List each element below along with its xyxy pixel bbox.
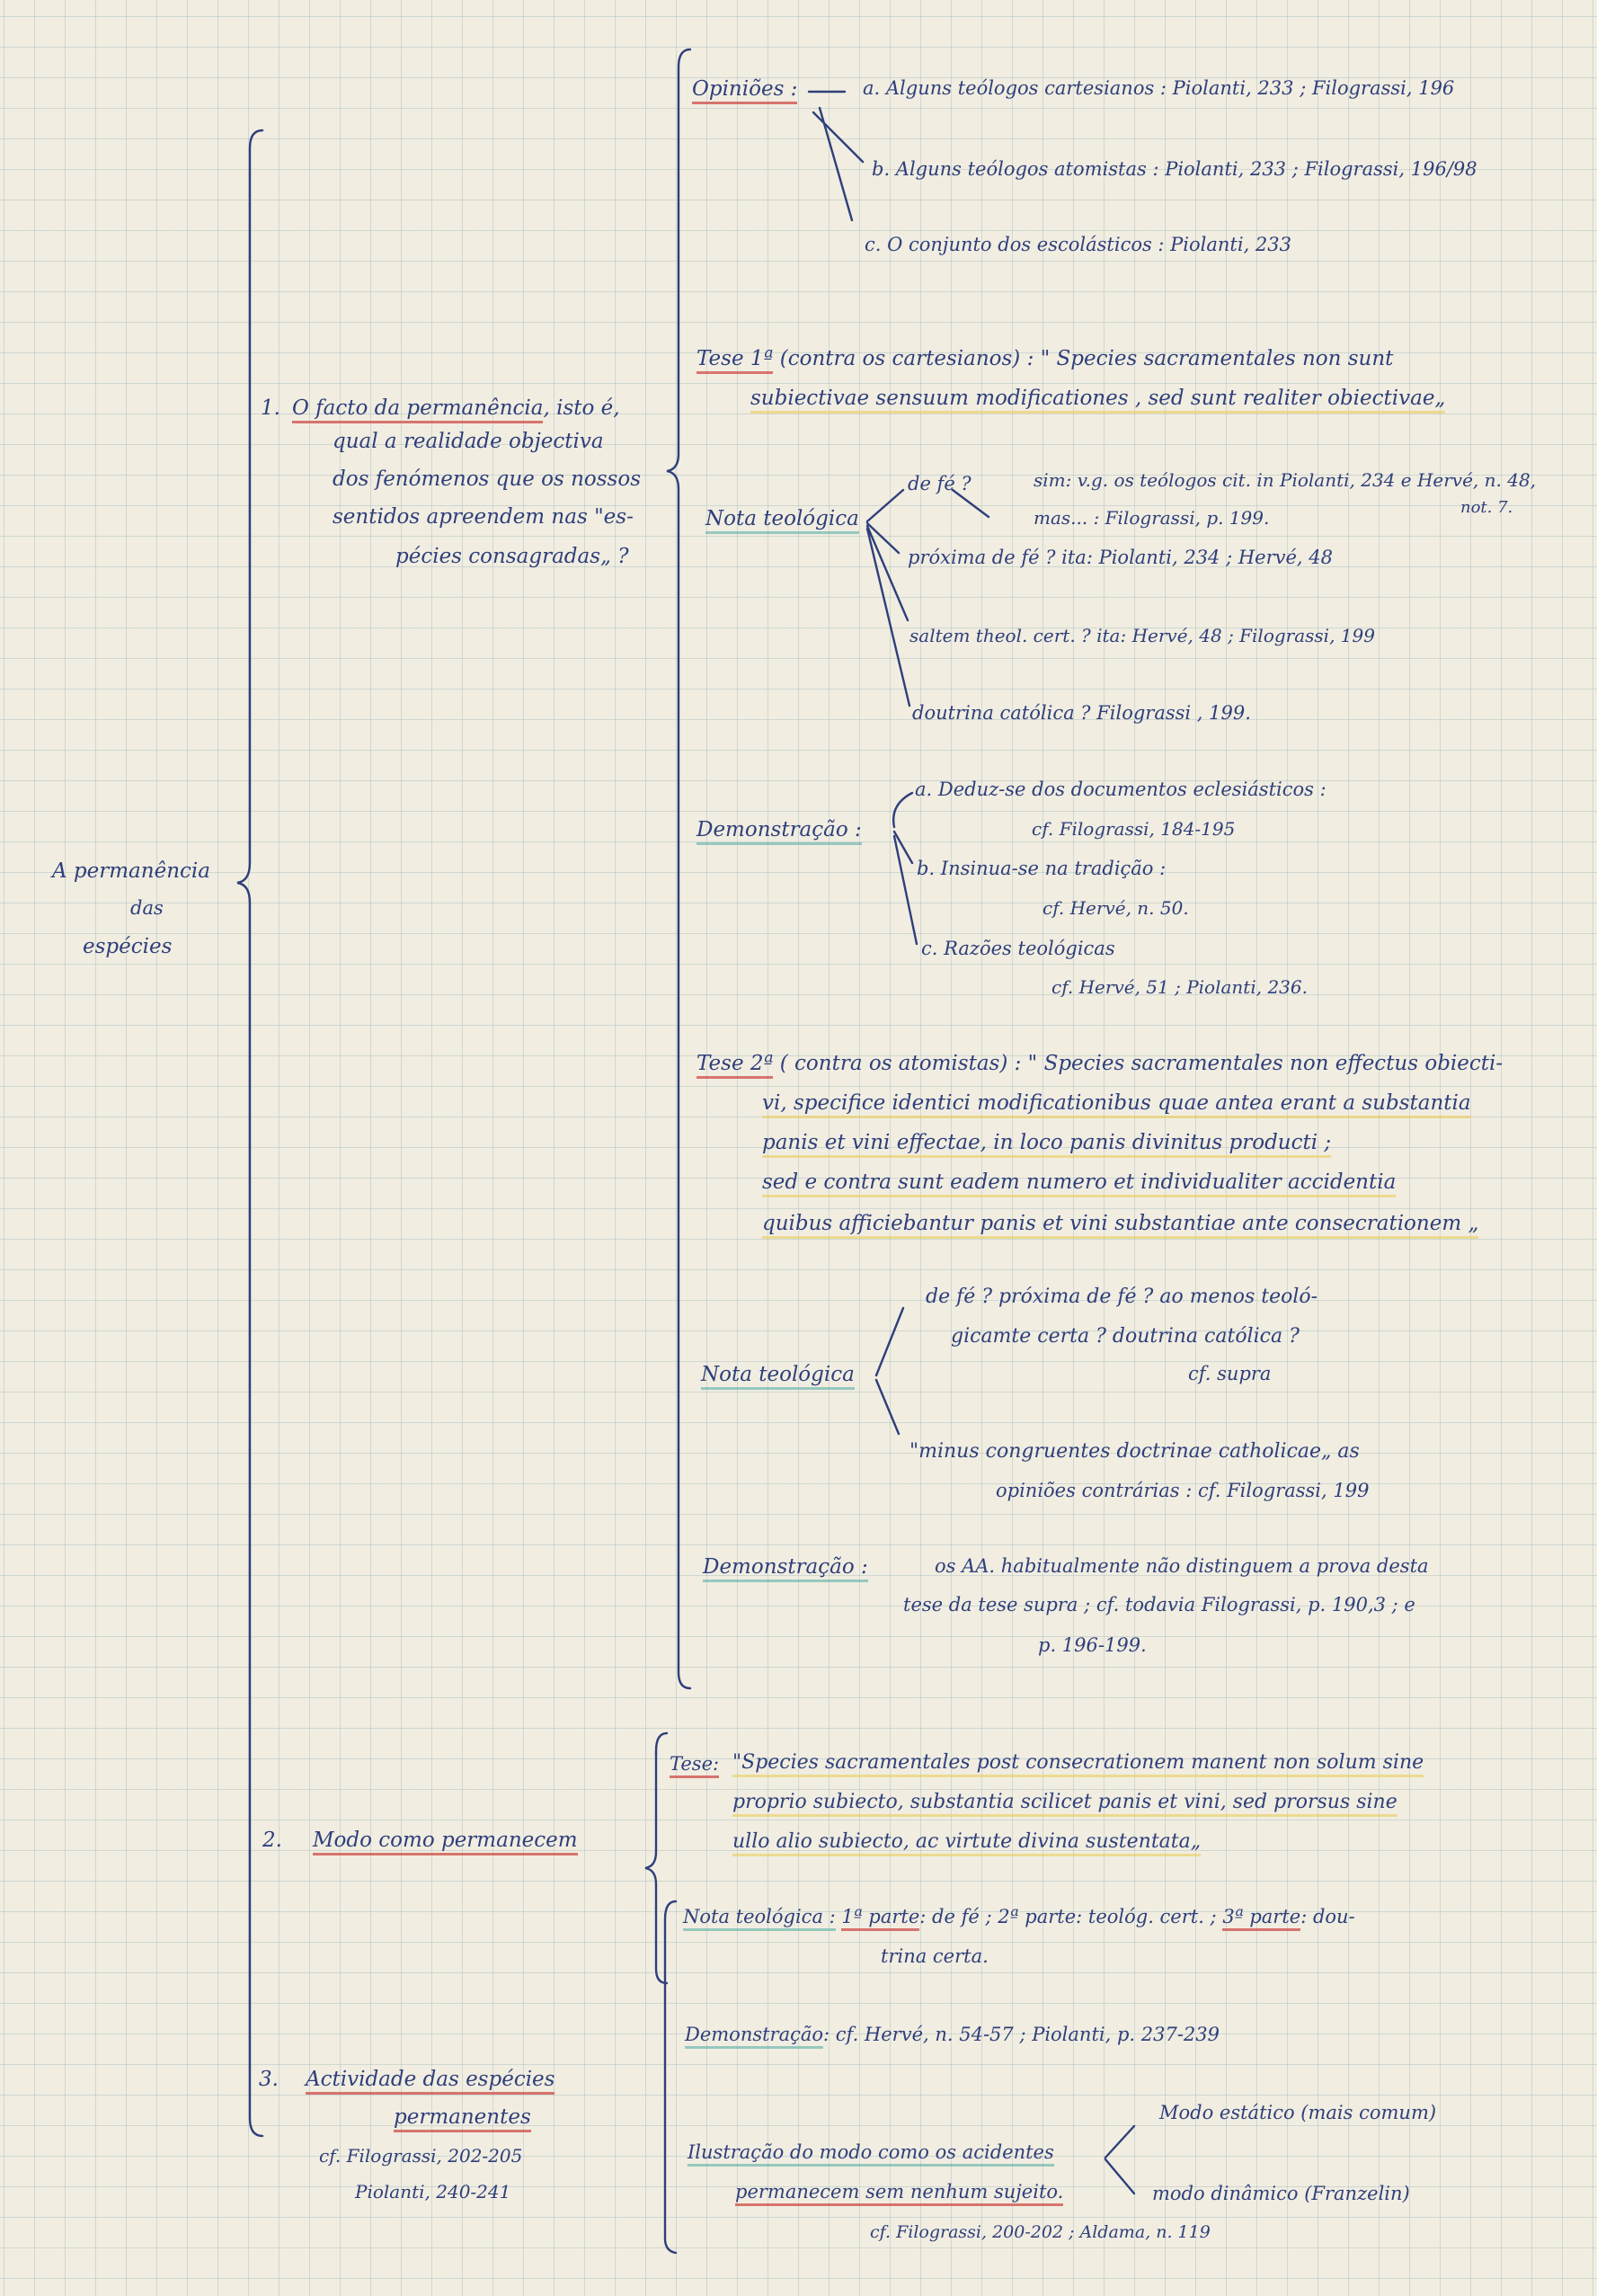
nota3-part1-value: : de fé — [919, 1906, 980, 1927]
nota3-label: Nota teológica : — [683, 1906, 836, 1931]
s2-title-text: Modo como permanecem — [313, 1829, 578, 1855]
s1-brace — [667, 49, 690, 1688]
tese1-label: Tese 1ª — [696, 347, 773, 374]
nota1-mas: mas... : Filograssi, p. 199. — [1034, 507, 1270, 529]
ilustr-lines — [1105, 2126, 1134, 2194]
dem3-text: : cf. Hervé, n. 54-57 ; Piolanti, p. 237-239 — [823, 2024, 1220, 2045]
tese3-text2: proprio subiecto, substantia scilicet panis et vini, sed prorsus sine — [732, 1791, 1397, 1817]
root-brace — [237, 130, 262, 2136]
nota3-line2: trina certa. — [881, 1945, 989, 1967]
opinioes-c: c. O conjunto dos escolásticos : Piolanti, 233 — [865, 234, 1292, 255]
s1-number: 1. — [261, 396, 280, 420]
s3-title-text-2: permanentes — [394, 2105, 531, 2132]
tese3-line3 — [732, 1832, 1201, 1852]
nota1-label-text: Nota teológica — [705, 507, 859, 534]
tese1-line1 — [696, 349, 1393, 369]
tese2-text5: quibus afficiebantur panis et vini substantiae ante consecrationem „ — [762, 1212, 1478, 1239]
nota3-part1: 1ª parte — [841, 1906, 919, 1931]
s2-number: 2. — [262, 1829, 282, 1852]
nota1-fe: de fé ? — [908, 473, 972, 494]
dem2-line1: os AA. habitualmente não distinguem a prova desta — [935, 1555, 1429, 1577]
ilustr-dinamico: modo dinâmico (Franzelin) — [1152, 2183, 1410, 2204]
tese2-line5 — [762, 1214, 1478, 1234]
dem2-line2: tese da tese supra ; cf. todavia Filograssi, p. 190,3 ; e — [903, 1594, 1415, 1615]
dem1-label — [696, 820, 862, 841]
nota1-not: not. 7. — [1460, 498, 1513, 517]
nota2-line3: cf. supra — [1188, 1363, 1272, 1384]
nota1-saltem: saltem theol. cert. ? ita: Hervé, 48 ; Filograssi, 199 — [909, 625, 1375, 646]
nota2-line1: de fé ? próxima de fé ? ao menos teoló- — [926, 1286, 1318, 1308]
dem1-b: b. Insinua-se na tradição : — [917, 858, 1167, 879]
s2-brace — [645, 1733, 667, 1983]
dem1-b-ref: cf. Hervé, n. 50. — [1042, 897, 1189, 919]
dem1-c-ref: cf. Hervé, 51 ; Piolanti, 236. — [1051, 976, 1308, 998]
s2-title — [313, 1830, 578, 1851]
s1-line4: sentidos apreendem nas "es- — [333, 505, 634, 529]
ilustr-ref: cf. Filograssi, 200-202 ; Aldama, n. 119 — [870, 2222, 1211, 2242]
tese2-text1: ( contra os atomistas) : " Species sacramentales non effectus obiecti- — [773, 1052, 1504, 1075]
dem2-label — [703, 1557, 868, 1578]
dem2-line3: p. 196-199. — [1038, 1634, 1147, 1656]
tese3-label-text: Tese: — [670, 1753, 719, 1778]
tese1-text1: (contra os cartesianos) : " Species sacramentales non sunt — [773, 347, 1394, 370]
s3-title-text: Actividade das espécies — [306, 2068, 555, 2095]
s3-number: 3. — [259, 2068, 279, 2091]
nota2-label — [701, 1365, 855, 1385]
nota1-doutrina: doutrina católica ? Filograssi , 199. — [912, 702, 1251, 724]
dem1-a-ref: cf. Filograssi, 184-195 — [1032, 818, 1236, 840]
opinioes-a: a. Alguns teólogos cartesianos : Piolanti, 233 ; Filograssi, 196 — [863, 77, 1455, 99]
tese1-line2 — [750, 388, 1445, 409]
s1-line2: qual a realidade objectiva — [333, 430, 604, 453]
tese3-text1: "Species sacramentales post consecrationem manent non solum sine — [732, 1751, 1424, 1777]
dem3-label: Demonstração — [685, 2024, 823, 2049]
tese2-label: Tese 2ª — [696, 1052, 773, 1079]
dem1-label-text: Demonstração : — [696, 818, 862, 845]
tese2-line3 — [762, 1133, 1331, 1153]
nota1-proxima: próxima de fé ? ita: Piolanti, 234 ; Hervé, 48 — [908, 547, 1333, 568]
nota2-line4: "minus congruentes doctrinae catholicae„ as — [909, 1440, 1360, 1463]
nota2-label-text: Nota teológica — [701, 1363, 855, 1390]
s3-title-2 — [394, 2107, 531, 2128]
dem2-label-text: Demonstração : — [703, 1555, 868, 1582]
tese3-text3: ullo alio subiecto, ac virtute divina sustentata„ — [732, 1830, 1201, 1856]
nota2-lines — [876, 1308, 903, 1434]
s3-title — [306, 2069, 555, 2090]
nota3-line1 — [683, 1908, 1355, 1927]
dem3-line — [685, 2025, 1220, 2044]
s1-line1b: , isto é, — [543, 396, 620, 420]
tese3-line1 — [732, 1753, 1424, 1773]
tese3-label — [670, 1755, 719, 1774]
dem1-c: c. Razões teológicas — [921, 938, 1115, 959]
root-title-2: das — [130, 897, 164, 919]
ilustr-text2: permanecem sem nenhum sujeito. — [735, 2181, 1063, 2206]
s1-title: O facto da permanência — [292, 396, 543, 423]
nota3-part2-value: : teológ. cert. ; — [1076, 1906, 1217, 1927]
ilustr-text1: Ilustração do modo como os acidentes — [688, 2141, 1054, 2167]
ilustr-line1 — [688, 2143, 1054, 2162]
dem1-lines — [893, 793, 917, 944]
tese2-text2: vi, specifice identici modificationibus quae antea erant a substantia — [762, 1091, 1471, 1118]
nota1-sim: sim: v.g. os teólogos cit. in Piolanti, 234 e Hervé, n. 48, — [1034, 469, 1537, 491]
nota1-label — [705, 509, 859, 530]
ilustr-estatico: Modo estático (mais comum) — [1159, 2102, 1437, 2123]
tese2-text4: sed e contra sunt eadem numero et individualiter accidentia — [762, 1170, 1396, 1197]
nota1-lines — [867, 490, 989, 706]
tese1-text2: subiectivae sensuum modificationes , sed sunt realiter obiectivae„ — [750, 387, 1445, 414]
s3-ref2: Piolanti, 240-241 — [355, 2181, 511, 2203]
opinioes-b: b. Alguns teólogos atomistas : Piolanti, 233 ; Filograssi, 196/98 — [872, 158, 1477, 180]
opinioes-label — [692, 79, 797, 100]
root-title-3: espécies — [83, 935, 173, 958]
nota3-part3: 3ª parte — [1222, 1906, 1300, 1931]
s3-ref1: cf. Filograssi, 202-205 — [319, 2145, 523, 2167]
s1-line5: pécies consagradas„ ? — [395, 545, 629, 568]
tese2-text3: panis et vini effectae, in loco panis divinitus producti ; — [762, 1131, 1331, 1158]
nota3-part3-value: : dou- — [1300, 1906, 1355, 1927]
tese2-line4 — [762, 1172, 1396, 1193]
s1-line3: dos fenómenos que os nossos — [333, 467, 642, 491]
tese2-line1 — [696, 1054, 1503, 1074]
nota3-part2: ; 2ª parte — [985, 1906, 1077, 1927]
dem1-a: a. Deduz-se dos documentos eclesiásticos : — [915, 779, 1326, 800]
nota2-line2: gicamte certa ? doutrina católica ? — [951, 1325, 1300, 1348]
ilustr-line2 — [735, 2183, 1063, 2202]
s3-brace — [665, 1901, 676, 2253]
tese3-line2 — [732, 1793, 1397, 1812]
opinioes-lines — [809, 92, 863, 220]
s1-line1 — [292, 398, 620, 419]
opinioes-label-text: Opiniões : — [692, 77, 797, 104]
tese2-line2 — [762, 1093, 1471, 1114]
root-title-1: A permanência — [52, 859, 210, 883]
nota2-line5: opiniões contrárias : cf. Filograssi, 199 — [996, 1480, 1370, 1501]
